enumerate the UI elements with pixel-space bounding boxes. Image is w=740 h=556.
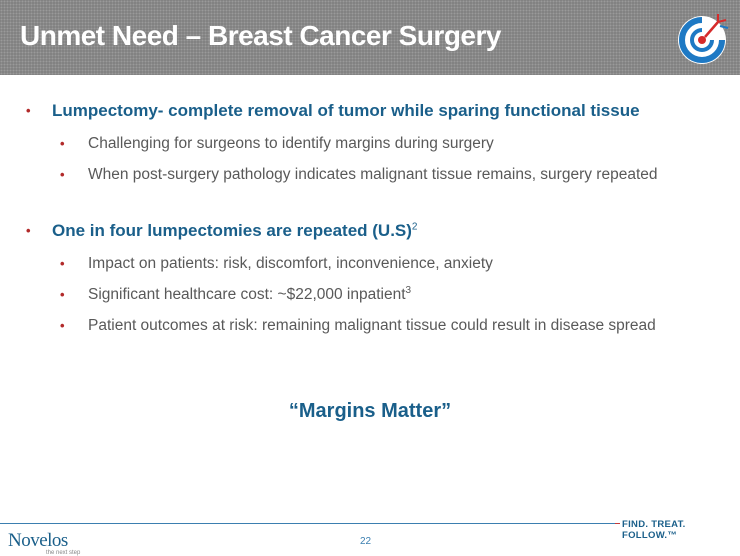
brand-logo [8,530,81,556]
bullet-heading: Lumpectomy- complete removal of tumor while sparing functional tissue [52,101,640,120]
sub-bullet-text: When post-surgery pathology indicates malignant tissue remains, surgery repeated [88,166,658,183]
bullet-lumpectomy [26,101,692,121]
bullet-heading: One in four lumpectomies are repeated (U.S) [52,221,412,240]
bullet-dot-icon: • [26,223,31,238]
slide-title: Unmet Need – Breast Cancer Surgery [20,20,501,51]
footnote-ref: 3 [405,284,412,296]
bullet-dot-icon: • [60,256,65,271]
footer-divider [0,523,615,524]
brand-name: Novelos [8,530,68,551]
sub-bullet-text: Patient outcomes at risk: remaining malignant tissue could result in disease spread [88,317,656,334]
sub-bullet [60,135,678,153]
sub-bullet-text: Impact on patients: risk, discomfort, inconvenience, anxiety [88,255,493,272]
bullet-dot-icon: • [26,103,31,118]
brand-tagline: the next step [46,550,81,556]
bullet-dot-icon: • [60,167,65,182]
bullet-dot-icon: • [60,287,65,302]
page-number: 22 [360,536,372,547]
sub-bullet [60,166,678,184]
footnote-ref: 2 [411,221,418,233]
bullet-dot-icon: • [60,136,65,151]
target-logo-icon [674,8,734,68]
sub-bullet-text: Challenging for surgeons to identify margins during surgery [88,135,494,152]
sub-bullet [60,255,678,273]
footer-tagline: FIND. TREAT. FOLLOW.™ [620,519,740,541]
quote: “Margins Matter” [288,400,452,422]
sub-bullet [60,317,678,335]
bullet-repeated [26,221,692,241]
sub-bullet [60,284,678,304]
sub-bullet-text: Significant healthcare cost: ~$22,000 inpatient [88,286,406,303]
title-bar [0,0,740,75]
bullet-dot-icon: • [60,318,65,333]
